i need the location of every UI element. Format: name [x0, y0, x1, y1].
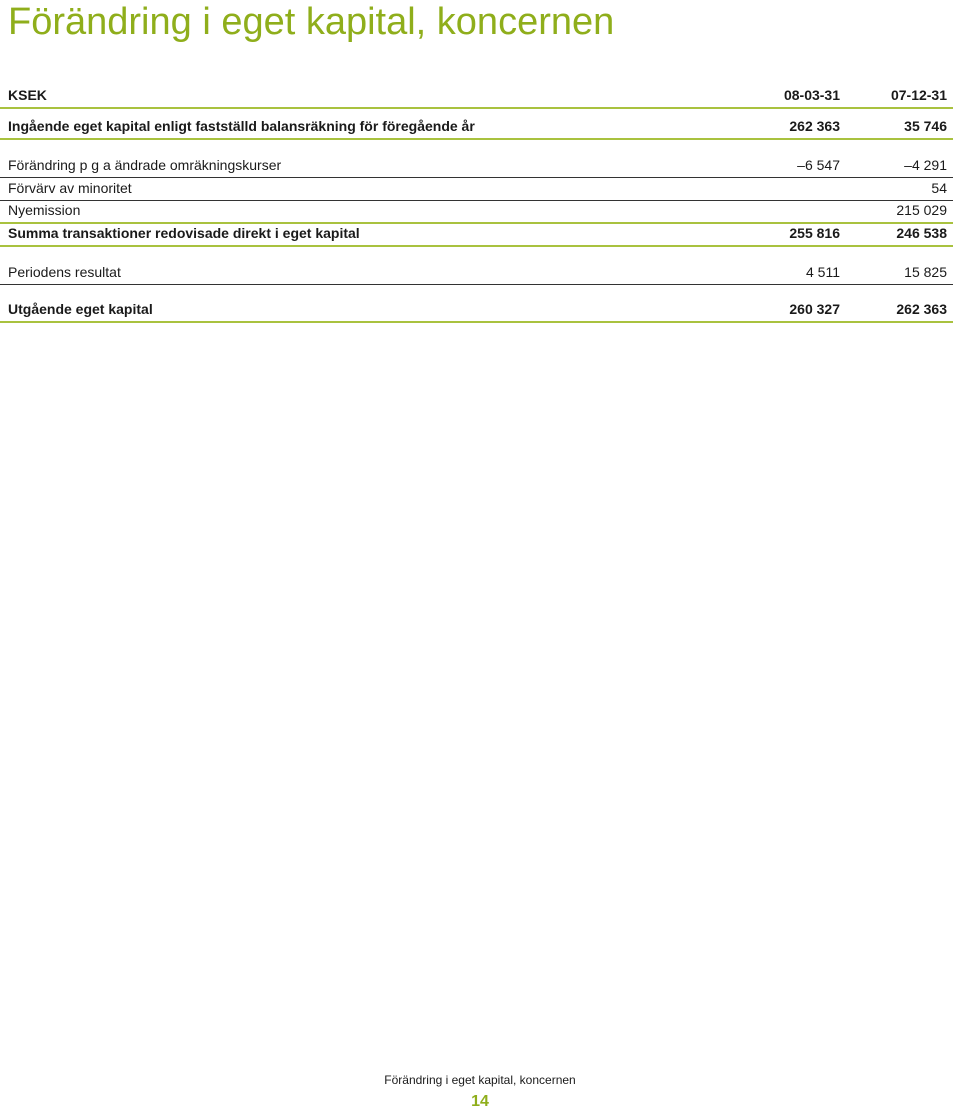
- row-label: Nyemission: [8, 202, 81, 218]
- row-value-col2: 262 363: [896, 301, 947, 317]
- row-value-col1: –6 547: [797, 157, 840, 173]
- table-row: [0, 201, 953, 224]
- page-title: Förändring i eget kapital, koncernen: [8, 1, 615, 43]
- row-label: Ingående eget kapital enligt fastställd balansräkning för föregående år: [8, 118, 475, 134]
- row-value-col2: –4 291: [904, 157, 947, 173]
- row-value-col1: 4 511: [806, 264, 840, 280]
- row-value-col1: 260 327: [789, 301, 840, 317]
- table-row: [0, 247, 953, 285]
- row-label: Periodens resultat: [8, 264, 121, 280]
- row-value-col1: [720, 196, 840, 200]
- equity-table: [0, 83, 953, 323]
- header-col1: 08-03-31: [783, 87, 840, 103]
- table-row: [0, 285, 953, 323]
- header-label: KSEK: [8, 87, 47, 103]
- table-row: [0, 178, 953, 201]
- table-header-row: [0, 83, 953, 109]
- row-label: Förvärv av minoritet: [8, 180, 132, 196]
- row-value-col2: 54: [931, 180, 947, 196]
- row-label: Förändring p g a ändrade omräkningskurser: [8, 157, 282, 173]
- row-label: Utgående eget kapital: [8, 301, 153, 317]
- row-value-col2: 215 029: [896, 202, 947, 218]
- page-number: 14: [471, 1093, 489, 1110]
- row-label: Summa transaktioner redovisade direkt i eget kapital: [8, 225, 360, 241]
- row-value-col1: 262 363: [789, 118, 840, 134]
- table-row: [0, 140, 953, 178]
- footer-title: Förändring i eget kapital, koncernen: [384, 1073, 576, 1087]
- table-row: [0, 224, 953, 247]
- row-value-col1: 255 816: [789, 225, 840, 241]
- row-value-col2: 15 825: [904, 264, 947, 280]
- row-value-col2: 246 538: [896, 225, 947, 241]
- header-col2: 07-12-31: [890, 87, 947, 103]
- table-row: [0, 109, 953, 140]
- row-value-col1: [720, 218, 840, 222]
- row-value-col2: 35 746: [904, 118, 947, 134]
